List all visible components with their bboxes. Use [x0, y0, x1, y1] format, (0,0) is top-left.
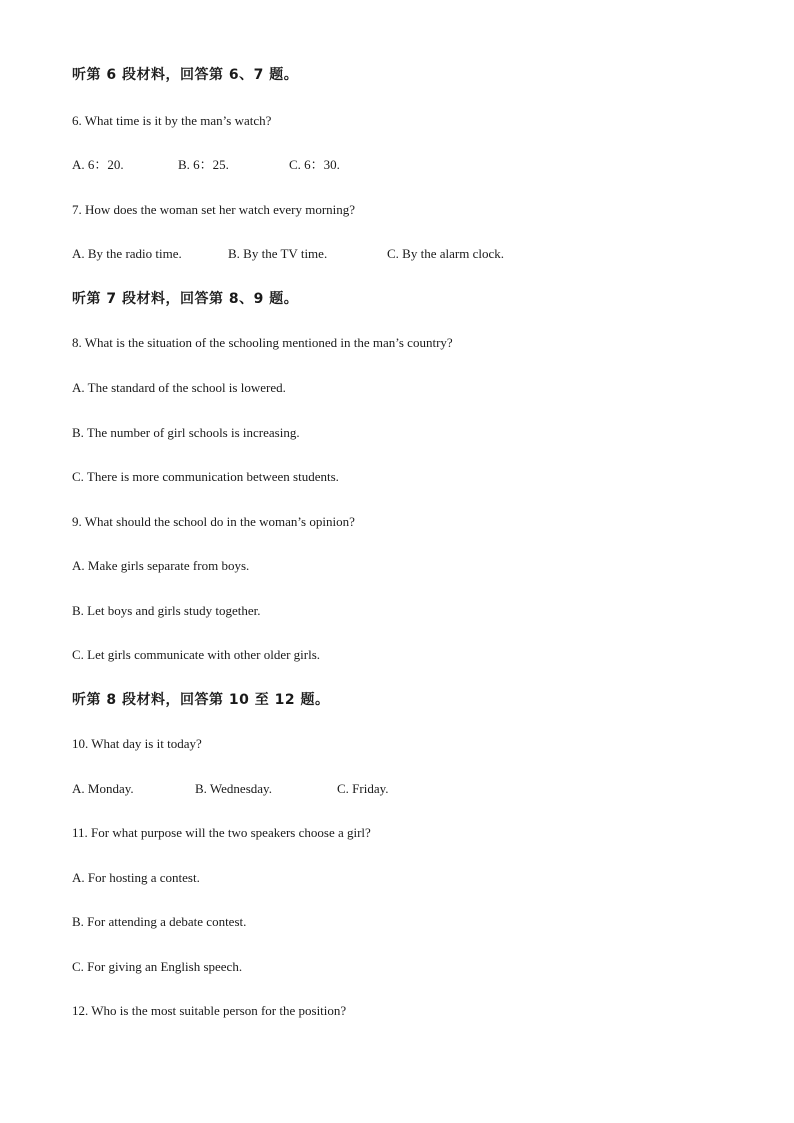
option-b: B. 6：25.	[178, 157, 229, 172]
option-b: B. By the TV time.	[228, 246, 328, 261]
section-heading: 听第 7 段材料，回答第 8、9 题。	[72, 291, 299, 307]
option-a: A. Make girls separate from boys.	[72, 558, 250, 573]
option-c: C. Let girls communicate with other older girls.	[72, 647, 321, 662]
question-text: 11. For what purpose will the two speakers choose a girl?	[72, 825, 371, 840]
option-b: B. For attending a debate contest.	[72, 914, 247, 929]
section-heading: 听第 8 段材料，回答第 10 至 12 题。	[72, 692, 330, 708]
option-a: A. Monday.	[72, 781, 134, 796]
option-a: A. 6：20.	[72, 157, 124, 172]
option-c: C. By the alarm clock.	[387, 246, 504, 261]
option-c: C. 6：30.	[289, 157, 340, 172]
question-text: 9. What should the school do in the woman’s opinion?	[72, 514, 355, 529]
question-text: 8. What is the situation of the schooling mentioned in the man’s country?	[72, 335, 453, 350]
option-a: A. For hosting a contest.	[72, 870, 200, 885]
question-text: 6. What time is it by the man’s watch?	[72, 113, 272, 128]
question-text: 10. What day is it today?	[72, 736, 202, 751]
option-b: B. Let boys and girls study together.	[72, 603, 261, 618]
section-heading: 听第 6 段材料，回答第 6、7 题。	[72, 67, 299, 83]
question-text: 7. How does the woman set her watch every morning?	[72, 202, 356, 217]
question-text: 12. Who is the most suitable person for the position?	[72, 1003, 347, 1018]
option-b: B. The number of girl schools is increasing.	[72, 425, 300, 440]
option-c: C. Friday.	[337, 781, 389, 796]
option-a: A. By the radio time.	[72, 246, 182, 261]
option-c: C. For giving an English speech.	[72, 959, 243, 974]
option-a: A. The standard of the school is lowered.	[72, 380, 286, 395]
option-c: C. There is more communication between students.	[72, 469, 339, 484]
option-b: B. Wednesday.	[195, 781, 272, 796]
